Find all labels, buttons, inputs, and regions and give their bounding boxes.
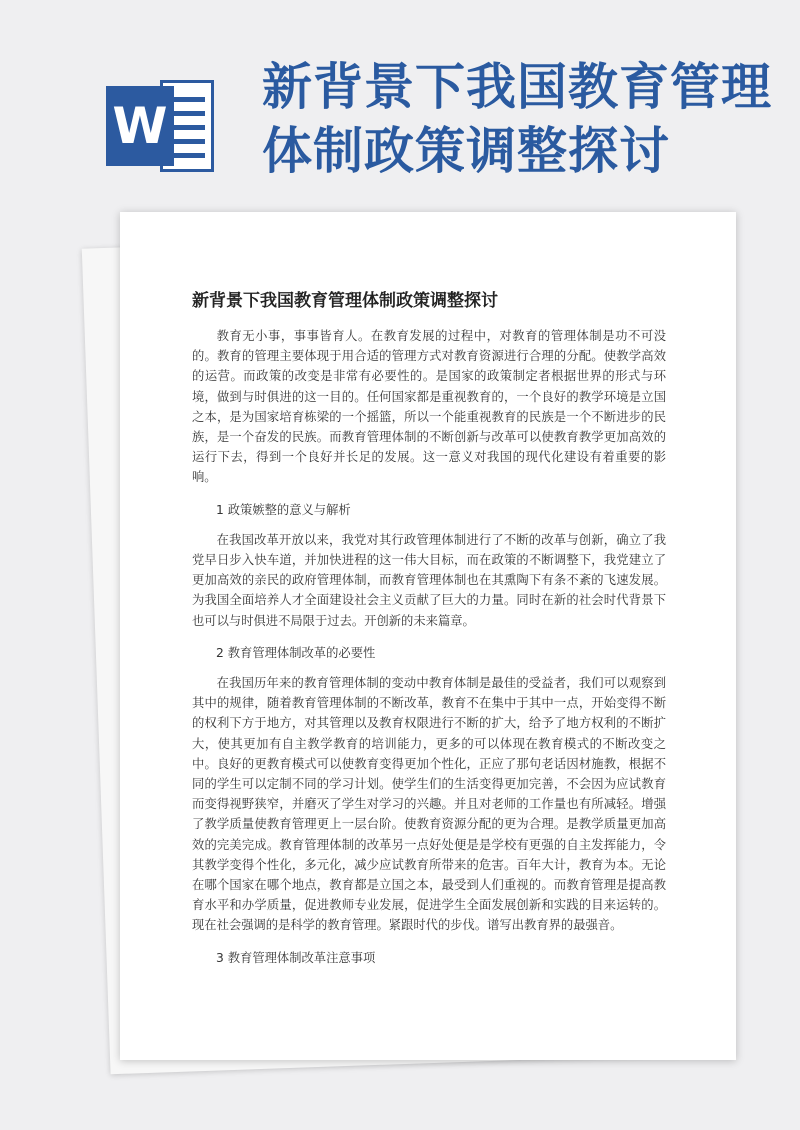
word-document-icon [104,72,216,180]
document-body [192,326,666,978]
document-title: 新背景下我国教育管理体制政策调整探讨 [192,291,498,311]
header-title: 新背景下我国教育管理体制政策调整探讨 [262,58,772,180]
section-2-paragraph: 在我国历年来的教育管理体制的变动中教育体制是最佳的受益者，我们可以观察到其中的规律，随着教育管理体制的不断改革，教育不在集中于其中一点，开始变得不断的权利下方于地方，对其管理以及教育权限进行不断的扩大，给予了地方权利的不断扩大，使其更加有自主教学教育的培训能力，更多的可以体现在教育模式的不断改变之中。良好的更教育模式可以使教育变得更加个性化，正应了那句老话因材施教，根据不同的学生可以定制不同的学习计划。使学生们的生活变得更加完善，不会因为应试教育而变得视野狭窄，并磨灭了学生对学习的兴趣。并且对老师的工作量也有所减轻。增强了教学质量使教育管理更上一层台阶。使教育资源分配的更为合理。是教学质量更加高效的完美完成。教育管理体制的改革另一点好处便是是学校有更强的自主发挥能力，令其教学变得个性化，多元化，减少应试教育所带来的危害。百年大计，教育为本。无论在哪个国家在哪个地点，教育都是立国之本，最受到人们重视的。而教育管理是提高教育水平和办学质量，促进教师专业发展，促进学生全面发展创新和实践的目来运转的。现在社会强调的是科学的教育管理。紧跟时代的步伐。谱写出教育界的最强音。 [192,676,666,933]
section-heading-3: 3 教育管理体制改革注意事项 [216,950,376,965]
intro-paragraph: 教育无小事，事事皆育人。在教育发展的过程中，对教育的管理体制是功不可没的。教育的管理主要体现于用合适的管理方式对教育资源进行合理的分配。使教学高效的运营。而政策的改变是非常有必要性的。是国家的政策制定者根据世界的形式与环境，做到与时俱进的这一目的。任何国家都是重视教育的，一个良好的教学环境是立国之本，是为国家培育栋梁的一个摇篮，所以一个能重视教育的民族是一个不断进步的民族，是一个奋发的民族。而教育管理体制的不断创新与改革可以使教育教学更加高效的运行下去，得到一个良好并长足的发展。这一意义对我国的现代化建设有着重要的影响。 [192,329,666,485]
section-heading-2: 2 教育管理体制改革的必要性 [216,645,376,660]
document-page [120,212,736,1060]
word-w-badge: W [106,86,174,166]
section-heading-1: 1 政策嫉整的意义与解析 [216,502,351,517]
section-1-paragraph: 在我国改革开放以来，我党对其行政管理体制进行了不断的改革与创新，确立了我党早日步入快车道，并加快进程的这一伟大目标，而在政策的不断调整下，我党建立了更加高效的亲民的政府管理体制，而教育管理体制也在其熏陶下有条不紊的飞速发展。为我国全面培养人才全面建设社会主义贡献了巨大的力量。同时在新的社会时代背景下也可以与时俱进不局限于过去。开创新的未来篇章。 [192,532,666,628]
